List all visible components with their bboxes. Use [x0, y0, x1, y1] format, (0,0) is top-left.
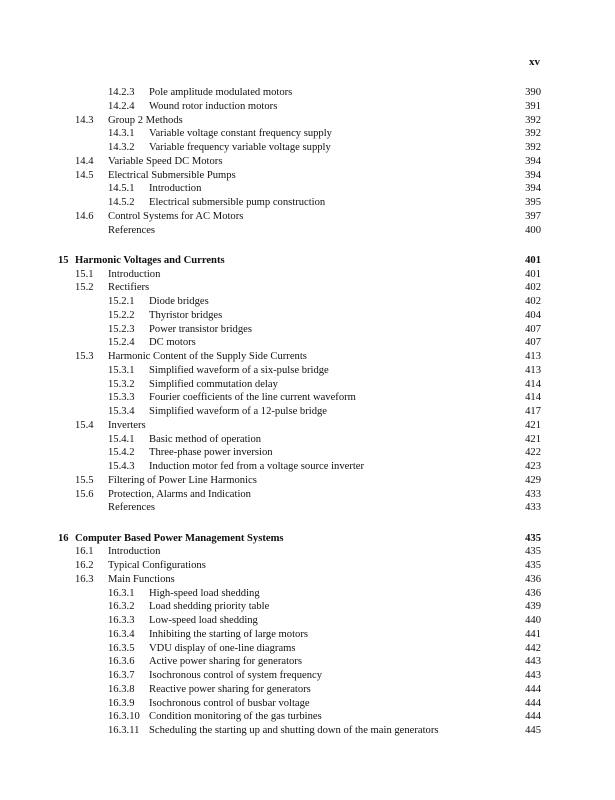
entry-page: 394	[525, 183, 541, 195]
entry-number: 14.2.4	[108, 100, 135, 112]
entry-title: Main Functions	[108, 573, 175, 585]
entry-title: Fourier coefficients of the line current waveform	[149, 392, 356, 404]
entry-title: Simplified waveform of a 12-pulse bridge	[149, 406, 327, 417]
entry-page: 444	[525, 711, 541, 723]
toc-subsection[interactable]	[58, 378, 541, 392]
entry-page: 433	[525, 488, 541, 500]
toc-subsection[interactable]	[58, 309, 541, 323]
entry-title: Isochronous control of system frequency	[149, 670, 322, 681]
entry-number: 16.3.6	[108, 656, 135, 668]
entry-title: Variable voltage constant frequency supply	[149, 128, 332, 140]
entry-title: Electrical submersible pump construction	[149, 197, 326, 208]
entry-title: Control Systems for AC Motors	[108, 210, 244, 222]
toc-section[interactable]	[58, 350, 541, 364]
entry-title: Basic method of operation	[149, 433, 262, 445]
entry-page: 407	[525, 337, 541, 349]
chapter-number: 16	[58, 532, 69, 544]
entry-title: Thyristor bridges	[149, 309, 223, 321]
entry-title: Electrical Submersible Pumps	[108, 169, 236, 181]
entry-number: 15.3.1	[108, 364, 135, 376]
entry-title: References	[108, 224, 156, 236]
entry-title: Introduction	[108, 546, 161, 558]
toc-section[interactable]	[58, 488, 541, 502]
toc-subsection[interactable]	[58, 655, 541, 669]
entry-page: 417	[525, 406, 541, 417]
entry-title: Low-speed load shedding	[149, 615, 258, 626]
toc-subsection[interactable]	[58, 724, 541, 738]
entry-title: Filtering of Power Line Harmonics	[108, 474, 257, 486]
entry-page: 435	[525, 546, 541, 558]
entry-page: 440	[525, 615, 541, 626]
entry-title: Simplified waveform of a six-pulse bridge	[149, 364, 329, 376]
entry-number: 15.2.2	[108, 309, 135, 321]
toc-subsection[interactable]	[58, 86, 541, 100]
entry-title: Inverters	[108, 419, 146, 431]
toc-subsection[interactable]	[58, 196, 541, 210]
toc-subsection[interactable]	[58, 460, 541, 474]
entry-number: 16.3.9	[108, 697, 135, 709]
chapter-page: 435	[525, 532, 541, 544]
toc-section[interactable]	[58, 573, 541, 587]
toc-section[interactable]	[58, 169, 541, 183]
entry-number: 16.3.3	[108, 615, 135, 626]
entry-page: 394	[525, 169, 541, 181]
entry-title: Introduction	[149, 183, 202, 195]
entry-page: 413	[525, 351, 541, 362]
toc-section[interactable]	[58, 559, 541, 573]
entry-number: 15.1	[75, 268, 94, 280]
chapter-16-entries	[58, 545, 541, 738]
entry-page: 414	[525, 378, 541, 390]
chapter-title: Computer Based Power Management Systems	[75, 532, 284, 544]
entry-number: 16.3.5	[108, 642, 135, 654]
entry-number: 15.5	[75, 474, 94, 486]
entry-page: 400	[525, 224, 541, 236]
toc-subsection[interactable]	[58, 642, 541, 656]
entry-page: 443	[525, 656, 541, 668]
entry-number: 16.3.2	[108, 601, 135, 613]
entry-number: 15.4.1	[108, 433, 135, 445]
entry-title: High-speed load shedding	[149, 587, 260, 599]
toc-subsection[interactable]	[58, 323, 541, 337]
entry-page: 392	[525, 128, 541, 140]
toc-section[interactable]	[58, 281, 541, 295]
entry-title: Diode bridges	[149, 296, 209, 307]
entry-title: Active power sharing for generators	[149, 656, 302, 668]
entry-page: 421	[525, 433, 541, 445]
entry-title: Three-phase power inversion	[149, 447, 273, 459]
entry-number: 16.3.4	[108, 628, 135, 640]
entry-page: 442	[525, 642, 541, 654]
entry-title: Simplified commutation delay	[149, 378, 278, 390]
entry-number: 15.3.4	[108, 406, 135, 417]
entry-title: Harmonic Content of the Supply Side Currents	[108, 351, 307, 362]
entry-number: 15.2.4	[108, 337, 135, 349]
entry-page: 402	[525, 296, 541, 307]
entry-number: 14.5.1	[108, 183, 135, 195]
chapter-15-entries	[58, 268, 541, 516]
chapter-14-continued	[58, 86, 541, 237]
entry-title: Reactive power sharing for generators	[149, 683, 311, 695]
toc-subsection[interactable]	[58, 391, 541, 405]
toc-references[interactable]	[58, 501, 541, 515]
entry-page: 441	[525, 628, 541, 640]
entry-number: 16.3.10	[108, 711, 140, 723]
entry-number: 16.2	[75, 560, 94, 571]
toc-section[interactable]	[58, 268, 541, 282]
entry-page: 444	[525, 683, 541, 695]
toc-section[interactable]	[58, 545, 541, 559]
toc-subsection[interactable]	[58, 182, 541, 196]
entry-number: 14.5	[75, 169, 94, 181]
entry-page: 404	[525, 309, 541, 321]
entry-title: Variable frequency variable voltage supply	[149, 142, 331, 153]
entry-page: 439	[525, 601, 541, 613]
page-number: xv	[529, 56, 540, 68]
toc-subsection[interactable]	[58, 683, 541, 697]
entry-number: 15.2.1	[108, 296, 135, 307]
toc-subsection[interactable]	[58, 336, 541, 350]
entry-title: Isochronous control of busbar voltage	[149, 697, 310, 709]
toc-references[interactable]	[58, 224, 541, 238]
toc-subsection[interactable]	[58, 446, 541, 460]
entry-title: Condition monitoring of the gas turbines	[149, 711, 322, 723]
entry-number: 14.4	[75, 155, 94, 167]
table-of-contents	[58, 86, 541, 738]
entry-title: Load shedding priority table	[149, 601, 270, 613]
entry-title: Pole amplitude modulated motors	[149, 87, 293, 98]
entry-page: 395	[525, 197, 541, 208]
entry-title: Induction motor fed from a voltage source inverter	[149, 461, 365, 472]
toc-subsection[interactable]	[58, 614, 541, 628]
toc-subsection[interactable]	[58, 669, 541, 683]
entry-title: Inhibiting the starting of large motors	[149, 628, 308, 640]
entry-number: 14.6	[75, 210, 94, 222]
entry-number: 14.2.3	[108, 87, 135, 98]
entry-number: 16.3	[75, 573, 94, 585]
entry-page: 394	[525, 155, 541, 167]
toc-subsection[interactable]	[58, 600, 541, 614]
entry-page: 397	[525, 210, 541, 222]
toc-section[interactable]	[58, 114, 541, 128]
chapter-number: 15	[58, 254, 69, 266]
chapter-16-heading[interactable]	[58, 532, 541, 546]
toc-subsection[interactable]	[58, 587, 541, 601]
chapter-title: Harmonic Voltages and Currents	[75, 254, 225, 266]
toc-subsection[interactable]	[58, 364, 541, 378]
entry-page: 414	[525, 392, 541, 404]
chapter-gap	[58, 237, 541, 254]
entry-title: VDU display of one-line diagrams	[149, 642, 296, 654]
entry-title: Wound rotor induction motors	[149, 100, 278, 112]
entry-page: 433	[525, 502, 541, 514]
entry-number: 15.3	[75, 351, 94, 362]
toc-section[interactable]	[58, 419, 541, 433]
entry-number: 14.5.2	[108, 197, 135, 208]
toc-subsection[interactable]	[58, 433, 541, 447]
toc-section[interactable]	[58, 155, 541, 169]
entry-number: 15.3.3	[108, 392, 135, 404]
toc-subsection[interactable]	[58, 295, 541, 309]
toc-subsection[interactable]	[58, 141, 541, 155]
toc-subsection[interactable]	[58, 405, 541, 419]
toc-subsection[interactable]	[58, 710, 541, 724]
entry-number: 16.3.7	[108, 670, 135, 681]
toc-subsection[interactable]	[58, 127, 541, 141]
entry-page: 401	[525, 268, 541, 280]
entry-page: 435	[525, 560, 541, 571]
entry-number: 15.2	[75, 282, 94, 294]
entry-title: Protection, Alarms and Indication	[108, 488, 251, 500]
entry-title: Scheduling the starting up and shutting down of the main generators	[149, 725, 439, 736]
entry-page: 402	[525, 282, 541, 294]
entry-title: References	[108, 502, 156, 514]
entry-title: Rectifiers	[108, 282, 150, 294]
entry-title: Typical Configurations	[108, 560, 206, 571]
toc-subsection[interactable]	[58, 628, 541, 642]
entry-number: 15.4.3	[108, 461, 135, 472]
toc-section[interactable]	[58, 474, 541, 488]
entry-page: 392	[525, 142, 541, 153]
entry-number: 16.3.1	[108, 587, 135, 599]
entry-page: 422	[525, 447, 541, 459]
entry-page: 413	[525, 364, 541, 376]
entry-page: 421	[525, 419, 541, 431]
entry-page: 444	[525, 697, 541, 709]
entry-title: Group 2 Methods	[108, 114, 183, 126]
entry-page: 445	[525, 725, 541, 736]
entry-number: 16.1	[75, 546, 94, 558]
entry-page: 392	[525, 114, 541, 126]
entry-number: 15.2.3	[108, 323, 135, 335]
toc-subsection[interactable]	[58, 697, 541, 711]
entry-page: 391	[525, 100, 541, 112]
entry-number: 14.3.2	[108, 142, 135, 153]
toc-subsection[interactable]	[58, 100, 541, 114]
entry-number: 15.4.2	[108, 447, 135, 459]
entry-page: 436	[525, 573, 541, 585]
entry-title: Variable Speed DC Motors	[108, 155, 223, 167]
entry-number: 14.3	[75, 114, 94, 126]
toc-section[interactable]	[58, 210, 541, 224]
entry-page: 443	[525, 670, 541, 681]
chapter-15-heading[interactable]	[58, 254, 541, 268]
entry-number: 15.3.2	[108, 378, 135, 390]
entry-page: 423	[525, 461, 541, 472]
entry-page: 390	[525, 87, 541, 98]
entry-number: 15.6	[75, 488, 94, 500]
entry-number: 14.3.1	[108, 128, 135, 140]
entry-title: Power transistor bridges	[149, 323, 252, 335]
entry-title: DC motors	[149, 337, 196, 349]
entry-number: 15.4	[75, 419, 94, 431]
entry-page: 407	[525, 323, 541, 335]
entry-number: 16.3.8	[108, 683, 135, 695]
entry-page: 436	[525, 587, 541, 599]
entry-page: 429	[525, 474, 541, 486]
entry-title: Introduction	[108, 268, 161, 280]
entry-number: 16.3.11	[108, 725, 140, 736]
chapter-gap	[58, 515, 541, 532]
chapter-page: 401	[525, 254, 541, 266]
